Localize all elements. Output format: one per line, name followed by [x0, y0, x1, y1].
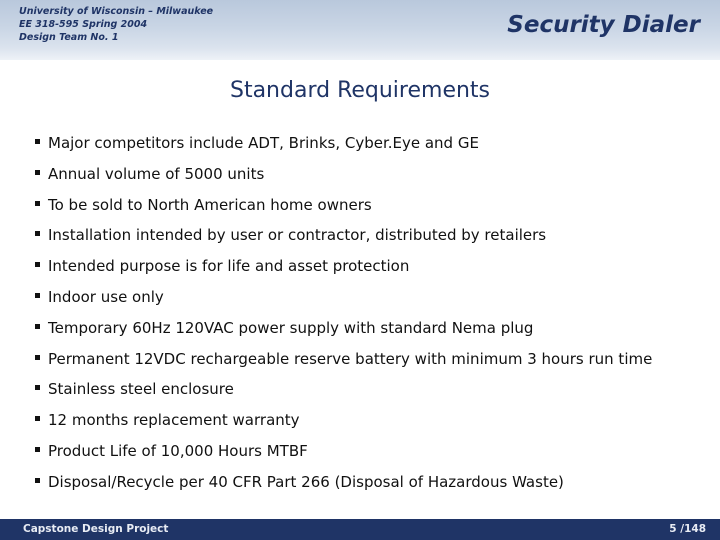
org-line-university: University of Wisconsin – Milwaukee: [19, 6, 214, 17]
list-item: [35, 344, 715, 375]
list-item-text: Stainless steel enclosure: [48, 380, 234, 399]
list-item: [35, 220, 715, 251]
org-line-course: EE 318-595 Spring 2004: [19, 19, 148, 30]
square-bullet-icon: [35, 293, 40, 298]
slide-title: Standard Requirements: [229, 78, 491, 103]
list-item-text: Intended purpose is for life and asset protection: [48, 257, 410, 276]
list-item-text: Annual volume of 5000 units: [48, 164, 265, 183]
square-bullet-icon: [35, 478, 40, 483]
footer-project-label: Capstone Design Project: [23, 523, 169, 535]
list-item: [35, 159, 715, 190]
list-item: [35, 405, 715, 436]
list-item: [35, 467, 715, 498]
list-item-text: Temporary 60Hz 120VAC power supply with standard Nema plug: [48, 318, 534, 337]
org-line-team: Design Team No. 1: [19, 32, 119, 43]
square-bullet-icon: [35, 355, 40, 360]
page-number: 5 /148: [669, 523, 706, 535]
square-bullet-icon: [35, 139, 40, 144]
list-item: [35, 313, 715, 344]
slide-header: [0, 0, 720, 60]
org-info: [19, 5, 213, 44]
project-title: Security Dialer: [507, 12, 700, 38]
square-bullet-icon: [35, 385, 40, 390]
square-bullet-icon: [35, 324, 40, 329]
square-bullet-icon: [35, 170, 40, 175]
list-item-text: To be sold to North American home owners: [48, 195, 372, 214]
list-item: [35, 128, 715, 159]
list-item: [35, 282, 715, 313]
list-item-text: Indoor use only: [48, 287, 164, 306]
list-item-text: Installation intended by user or contractor, distributed by retailers: [48, 226, 547, 245]
list-item: [35, 374, 715, 405]
list-item-text: Permanent 12VDC rechargeable reserve battery with minimum 3 hours run time: [48, 349, 653, 368]
square-bullet-icon: [35, 416, 40, 421]
square-bullet-icon: [35, 201, 40, 206]
list-item: [35, 436, 715, 467]
square-bullet-icon: [35, 231, 40, 236]
list-item-text: Disposal/Recycle per 40 CFR Part 266 (Disposal of Hazardous Waste): [48, 472, 564, 491]
square-bullet-icon: [35, 447, 40, 452]
list-item-text: 12 months replacement warranty: [48, 411, 300, 430]
square-bullet-icon: [35, 262, 40, 267]
slide-footer: [0, 519, 720, 540]
list-item: [35, 190, 715, 221]
list-item: [35, 251, 715, 282]
list-item-text: Product Life of 10,000 Hours MTBF: [48, 441, 308, 460]
list-item-text: Major competitors include ADT, Brinks, Cyber.Eye and GE: [48, 134, 479, 152]
requirements-list: [35, 128, 715, 498]
